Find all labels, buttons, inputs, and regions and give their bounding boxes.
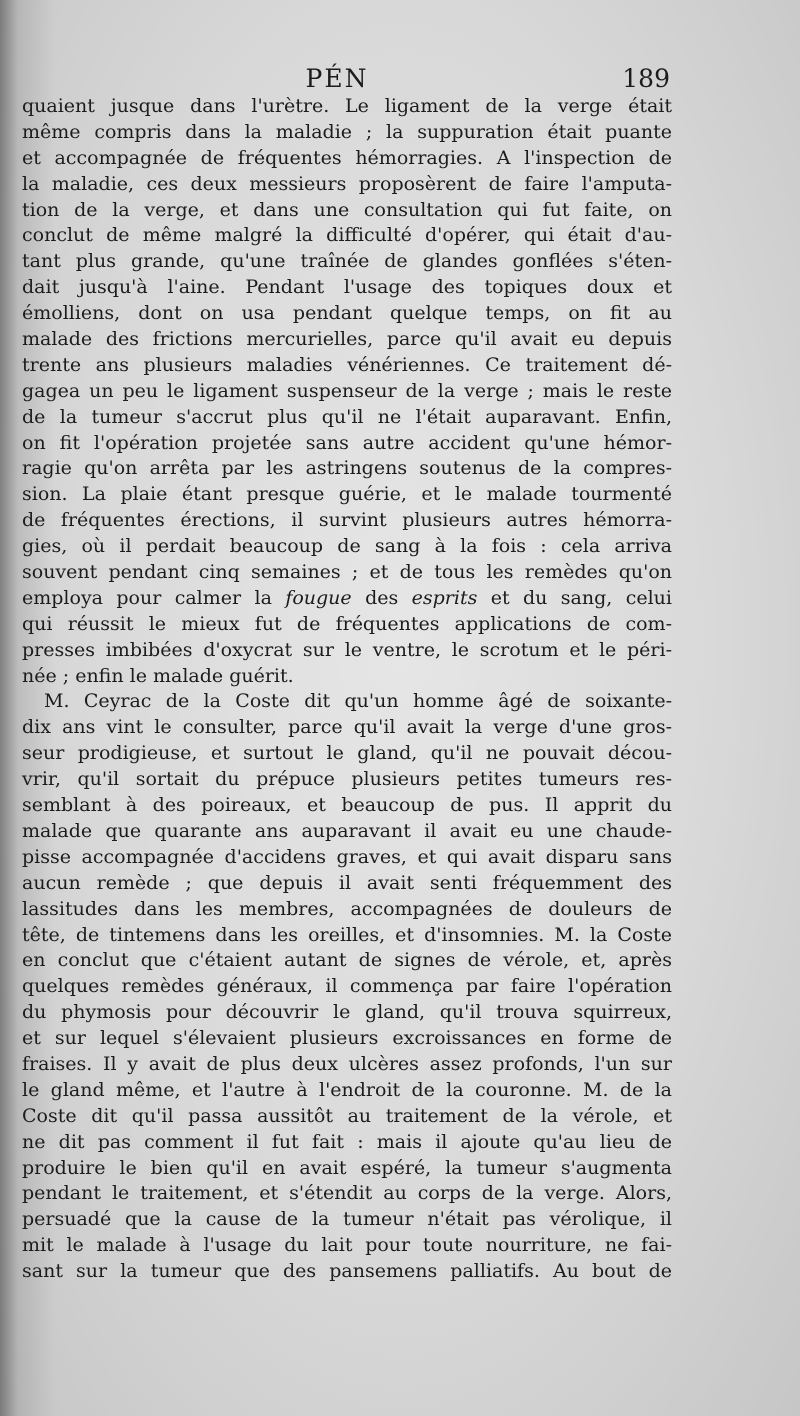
text-line: produire le bien qu'il en avait espéré, la tumeur s'augmenta xyxy=(22,1156,672,1179)
text-line: dait jusqu'à l'aine. Pendant l'usage des topiques doux et xyxy=(22,276,672,299)
text-line: de fréquentes érections, il survint plusieurs autres hémorra- xyxy=(22,509,672,532)
page-number: 189 xyxy=(622,64,670,93)
text-line: presses imbibées d'oxycrat sur le ventre, le scrotum et le péri- xyxy=(22,638,672,661)
text-line: sion. La plaie étant presque guérie, et le malade tourmenté xyxy=(22,483,672,506)
text-line: de la tumeur s'accrut plus qu'il ne l'était auparavant. Enfin, xyxy=(22,405,672,428)
text-line: gagea un peu le ligament suspenseur de la verge ; mais le reste xyxy=(22,379,672,402)
text-line: vrir, qu'il sortait du prépuce plusieurs petites tumeurs res- xyxy=(22,768,672,791)
text-line: le gland même, et l'autre à l'endroit de la couronne. M. de la xyxy=(22,1078,672,1101)
text-line: même compris dans la maladie ; la suppuration était puante xyxy=(22,120,672,143)
italic-phrase: fougue xyxy=(285,586,352,609)
text-line: trente ans plusieurs maladies vénériennes. Ce traitement dé- xyxy=(22,353,672,376)
text-line: persuadé que la cause de la tumeur n'était pas vérolique, il xyxy=(22,1208,672,1231)
text-line: ne dit pas comment il fut fait : mais il ajoute qu'au lieu de xyxy=(22,1130,672,1153)
text-line: qui réussit le mieux fut de fréquentes applications de com- xyxy=(22,612,672,635)
text-line: la maladie, ces deux messieurs proposèrent de faire l'amputa- xyxy=(22,172,672,195)
paragraph-start-line: M. Ceyrac de la Coste dit qu'un homme âgé de soixante- xyxy=(44,690,672,713)
text-line: gies, où il perdait beaucoup de sang à la fois : cela arriva xyxy=(22,535,672,558)
text-line: seur prodigieuse, et surtout le gland, qu'il ne pouvait décou- xyxy=(22,742,672,765)
body-text xyxy=(22,94,672,1285)
text-line: mit le malade à l'usage du lait pour toute nourriture, ne fai- xyxy=(22,1234,672,1257)
text-line: quaient jusque dans l'urètre. Le ligament de la verge était xyxy=(22,95,672,117)
text-line: semblant à des poireaux, et beaucoup de pus. Il apprit du xyxy=(22,794,672,817)
text-line: ragie qu'on arrêta par les astringens soutenus de la compres- xyxy=(22,457,672,480)
text-line: émolliens, dont on usa pendant quelque temps, on fit au xyxy=(22,302,672,325)
text-line: dix ans vint le consulter, parce qu'il avait la verge d'une gros- xyxy=(22,716,672,739)
text-line: Coste dit qu'il passa aussitôt au traitement de la vérole, et xyxy=(22,1104,672,1127)
text-line-with-italics: employa pour calmer la fougue des esprits et du sang, celui xyxy=(22,586,672,609)
text-line: pendant le traitement, et s'étendit au corps de la verge. Alors, xyxy=(22,1182,672,1205)
text-line: malade des frictions mercurielles, parce qu'il avait eu depuis xyxy=(22,328,672,351)
text-line: aucun remède ; que depuis il avait senti fréquemment des xyxy=(22,871,672,894)
text-line: lassitudes dans les membres, accompagnées de douleurs de xyxy=(22,897,672,920)
text-line: malade que quarante ans auparavant il avait eu une chaude- xyxy=(22,819,672,842)
text-line: et sur lequel s'élevaient plusieurs excroissances en forme de xyxy=(22,1027,672,1050)
text-line: tête, de tintemens dans les oreilles, et d'insomnies. M. la Coste xyxy=(22,923,672,946)
text-line: sant sur la tumeur que des pansemens palliatifs. Au bout de xyxy=(22,1260,672,1283)
running-title: PÉN xyxy=(305,64,369,93)
italic-phrase: esprits xyxy=(411,586,478,609)
text-line: tant plus grande, qu'une traînée de glandes gonflées s'éten- xyxy=(22,250,672,273)
text-line: fraises. Il y avait de plus deux ulcères assez profonds, l'un sur xyxy=(22,1052,672,1075)
text-line: et accompagnée de fréquentes hémorragies. A l'inspection de xyxy=(22,146,672,169)
text-line: en conclut que c'étaient autant de signes de vérole, et, après xyxy=(22,949,672,972)
text-line: du phymosis pour découvrir le gland, qu'il trouva squirreux, xyxy=(22,1001,672,1024)
text-line: souvent pendant cinq semaines ; et de tous les remèdes qu'on xyxy=(22,561,672,584)
text-line: conclut de même malgré la difficulté d'opérer, qui était d'au- xyxy=(22,224,672,247)
text-line: quelques remèdes généraux, il commença par faire l'opération xyxy=(22,975,672,998)
page-header xyxy=(0,62,800,96)
paragraph-end-line: née ; enfin le malade guérit. xyxy=(22,664,294,687)
text-line: on fit l'opération projetée sans autre accident qu'une hémor- xyxy=(22,431,672,454)
text-line: tion de la verge, et dans une consultation qui fut faite, on xyxy=(22,198,672,221)
text-line: pisse accompagnée d'accidens graves, et qui avait disparu sans xyxy=(22,845,672,868)
